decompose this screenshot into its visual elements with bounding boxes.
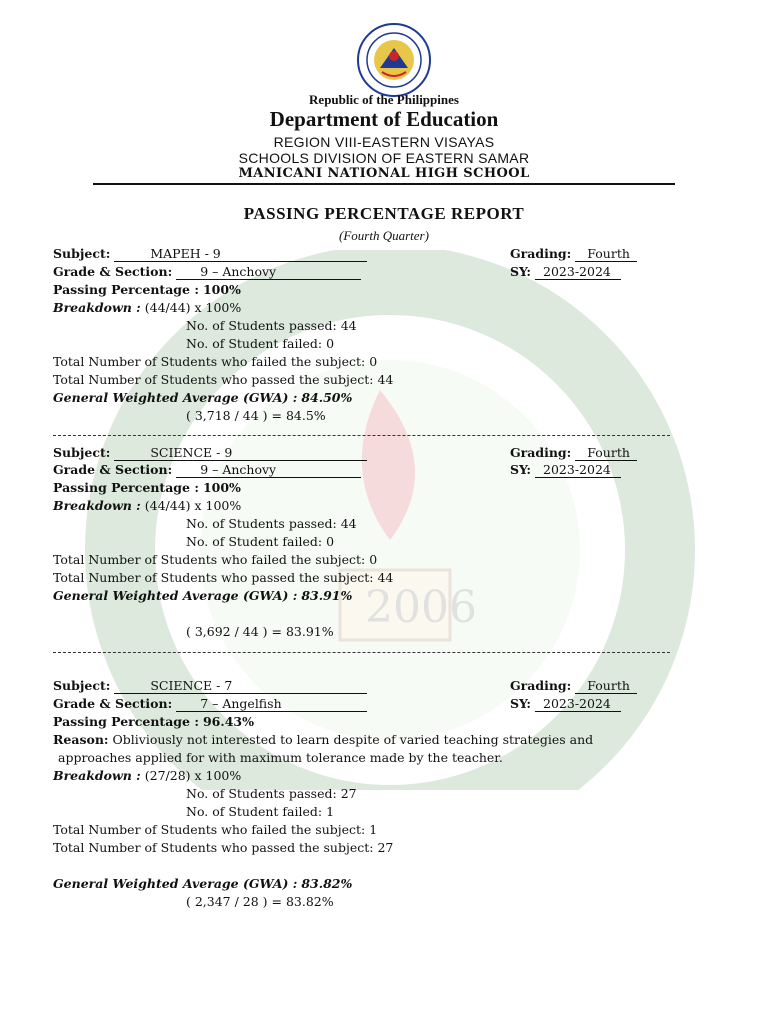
section2-passed-row [186, 516, 357, 532]
section1-total-passed-row [53, 372, 393, 388]
section1-gwa-row [53, 390, 352, 406]
reason-text-line2: approaches applied for with maximum tolerance made by the teacher. [58, 750, 503, 765]
subject-value: MAPEH - 9 [114, 247, 367, 262]
section3-passed-row [186, 786, 357, 802]
subject-label: Subject: [53, 445, 111, 460]
grading-label: Grading: [510, 445, 572, 460]
failed-value: 0 [326, 336, 335, 351]
section2-passing-row [53, 480, 241, 496]
passing-label: Passing Percentage : [53, 714, 199, 729]
section3-total-passed-row [53, 840, 393, 856]
breakdown-value: (44/44) x 100% [144, 300, 242, 315]
total-failed-value: 0 [369, 552, 378, 567]
passing-value: 96.43% [202, 714, 254, 729]
breakdown-label: Breakdown : [53, 768, 141, 783]
section3-sy-row [510, 696, 621, 712]
subject-value: SCIENCE - 7 [114, 679, 367, 694]
grade-section-value: 9 – Anchovy [176, 463, 361, 478]
watermark-year: 2006 [365, 582, 477, 633]
failed-label: No. of Student failed: [186, 534, 323, 549]
section1-passing-row [53, 282, 241, 298]
total-failed-label: Total Number of Students who failed the subject: [53, 552, 366, 567]
total-failed-label: Total Number of Students who failed the subject: [53, 354, 366, 369]
sy-label: SY: [510, 264, 532, 279]
passing-label: Passing Percentage : [53, 480, 199, 495]
section3-gwa-calc: ( 2,347 / 28 ) = 83.82% [186, 894, 334, 909]
section3-grading-row [510, 678, 637, 694]
section2-gwa-calc: ( 3,692 / 44 ) = 83.91% [186, 624, 334, 639]
sy-label: SY: [510, 696, 532, 711]
section3-breakdown-row [53, 768, 241, 784]
passed-label: No. of Students passed: [186, 318, 337, 333]
passing-label: Passing Percentage : [53, 282, 199, 297]
section2-grade-row [53, 462, 361, 478]
section3-passing-row [53, 714, 254, 730]
header-division: SCHOOLS DIVISION OF EASTERN SAMAR [238, 150, 530, 166]
grade-section-label: Grade & Section: [53, 696, 173, 711]
gwa-value: 83.82% [301, 876, 353, 891]
sy-value: 2023-2024 [535, 697, 621, 712]
section1-sy-row [510, 264, 621, 280]
report-title: PASSING PERCENTAGE REPORT [243, 204, 525, 223]
section-divider [53, 435, 670, 436]
section2-sy-row [510, 462, 621, 478]
section2-grading-row [510, 445, 637, 461]
gwa-label: General Weighted Average (GWA) : [53, 390, 298, 405]
sy-value: 2023-2024 [535, 463, 621, 478]
gwa-label: General Weighted Average (GWA) : [53, 588, 298, 603]
section1-breakdown-row [53, 300, 241, 316]
breakdown-value: (44/44) x 100% [144, 498, 242, 513]
failed-value: 0 [326, 534, 335, 549]
section-divider [53, 652, 670, 653]
subject-value: SCIENCE - 9 [114, 446, 367, 461]
passing-value: 100% [202, 282, 241, 297]
section2-subject-row [53, 445, 367, 461]
section3-reason-row [53, 732, 593, 748]
section3-grade-row [53, 696, 367, 712]
total-passed-label: Total Number of Students who passed the subject: [53, 570, 374, 585]
reason-label: Reason: [53, 732, 109, 747]
failed-label: No. of Student failed: [186, 804, 323, 819]
grade-section-value: 9 – Anchovy [176, 265, 361, 280]
section1-gwa-calc: ( 3,718 / 44 ) = 84.5% [186, 408, 326, 423]
total-passed-value: 44 [377, 372, 394, 387]
reason-text-line1: Obliviously not interested to learn despite of varied teaching strategies and [112, 732, 594, 747]
report-quarter: (Fourth Quarter) [339, 228, 429, 243]
breakdown-value: (27/28) x 100% [144, 768, 242, 783]
section1-total-failed-row [53, 354, 377, 370]
section2-gwa-row [53, 588, 352, 604]
section1-subject-row [53, 246, 367, 262]
section1-grading-row [510, 246, 637, 262]
subject-label: Subject: [53, 678, 111, 693]
passed-label: No. of Students passed: [186, 786, 337, 801]
section1-grade-row [53, 264, 361, 280]
grading-value: Fourth [575, 446, 637, 461]
header-rule [93, 183, 675, 185]
total-failed-label: Total Number of Students who failed the subject: [53, 822, 366, 837]
header-republic: Republic of the Philippines [309, 92, 459, 107]
total-passed-value: 27 [377, 840, 394, 855]
grading-label: Grading: [510, 246, 572, 261]
total-passed-label: Total Number of Students who passed the subject: [53, 840, 374, 855]
header-school: MANICANI NATIONAL HIGH SCHOOL [238, 166, 530, 181]
passed-label: No. of Students passed: [186, 516, 337, 531]
section3-failed-row [186, 804, 334, 820]
section3-subject-row [53, 678, 367, 694]
gwa-value: 84.50% [301, 390, 353, 405]
grade-section-value: 7 – Angelfish [176, 697, 367, 712]
grading-value: Fourth [575, 679, 637, 694]
section2-total-failed-row [53, 552, 377, 568]
subject-label: Subject: [53, 246, 111, 261]
passing-value: 100% [202, 480, 241, 495]
section2-total-passed-row [53, 570, 393, 586]
section1-passed-row [186, 318, 357, 334]
grade-section-label: Grade & Section: [53, 462, 173, 477]
grade-section-label: Grade & Section: [53, 264, 173, 279]
total-failed-value: 0 [369, 354, 378, 369]
breakdown-label: Breakdown : [53, 498, 141, 513]
section1-failed-row [186, 336, 334, 352]
section3-total-failed-row [53, 822, 377, 838]
header-region: REGION VIII-EASTERN VISAYAS [273, 134, 495, 150]
total-failed-value: 1 [369, 822, 378, 837]
passed-value: 27 [340, 786, 357, 801]
total-passed-value: 44 [377, 570, 394, 585]
deped-seal-logo [356, 22, 432, 98]
grading-value: Fourth [575, 247, 637, 262]
section2-breakdown-row [53, 498, 241, 514]
gwa-value: 83.91% [301, 588, 353, 603]
section3-gwa-row [53, 876, 352, 892]
sy-value: 2023-2024 [535, 265, 621, 280]
section2-failed-row [186, 534, 334, 550]
passed-value: 44 [340, 318, 357, 333]
header-department: Department of Education [269, 107, 499, 131]
breakdown-label: Breakdown : [53, 300, 141, 315]
sy-label: SY: [510, 462, 532, 477]
gwa-label: General Weighted Average (GWA) : [53, 876, 298, 891]
grading-label: Grading: [510, 678, 572, 693]
failed-value: 1 [326, 804, 335, 819]
failed-label: No. of Student failed: [186, 336, 323, 351]
passed-value: 44 [340, 516, 357, 531]
total-passed-label: Total Number of Students who passed the subject: [53, 372, 374, 387]
